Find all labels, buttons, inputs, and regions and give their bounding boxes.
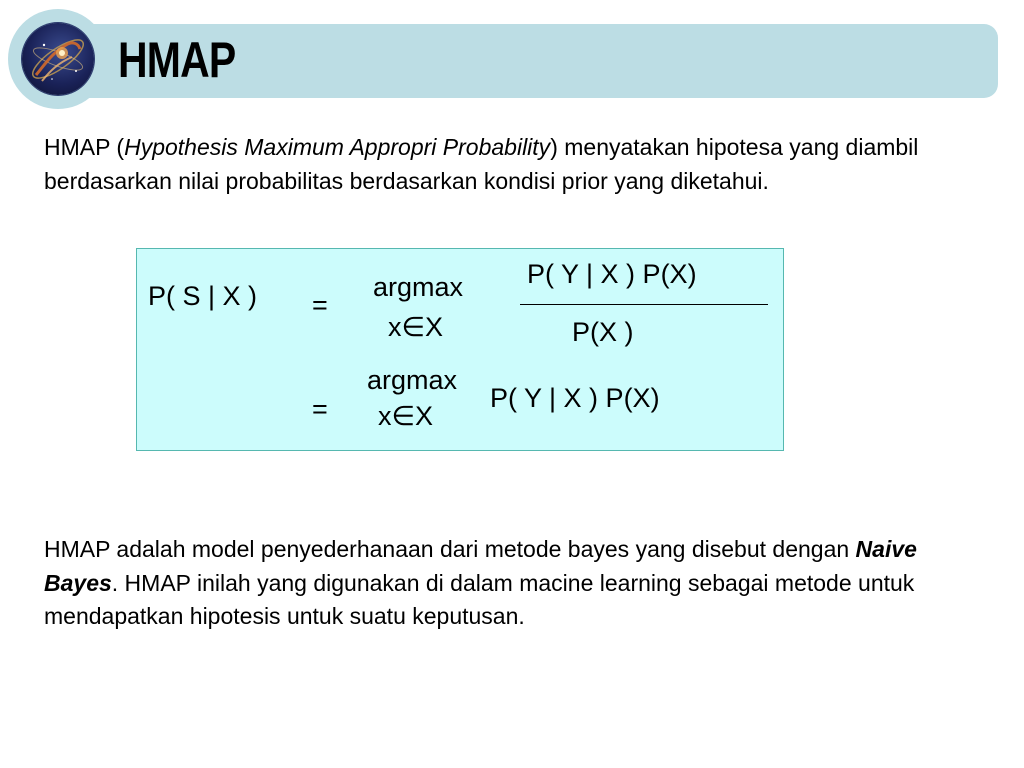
paragraph2-suffix: . HMAP inilah yang digunakan di dalam macine learning sebagai metode untuk mendapatkan hipotesis untuk suatu keputusan. (44, 569, 915, 629)
formula-argmax-1: argmax (373, 272, 464, 302)
formula-numerator: P( Y | X ) P(X) (527, 259, 697, 289)
fraction-line (520, 304, 768, 305)
formula-equals-2: = (312, 394, 328, 424)
paragraph1-italic-term: Hypothesis Maximum Appropri Probability (124, 134, 551, 160)
slide-title: HMAP (118, 32, 236, 88)
formula-subscript-1: x∈X (388, 312, 444, 342)
paragraph1-suffix: ) menyatakan hipotesa yang diambil berdasarkan nilai probabilitas berdasarkan kondisi prior yang diketahui. (44, 134, 919, 194)
formula-lhs: P( S | X ) (148, 281, 258, 311)
formula-rhs-2: P( Y | X ) P(X) (490, 383, 660, 413)
formula-argmax-2: argmax (367, 365, 458, 395)
paragraph-definition (44, 131, 1004, 198)
paragraph-naive-bayes (44, 533, 964, 634)
formula-denominator: P(X ) (572, 317, 634, 347)
paragraph1-prefix: HMAP ( (44, 134, 125, 160)
paragraph2-prefix: HMAP adalah model penyederhanaan dari metode bayes yang disebut dengan (44, 536, 856, 562)
paragraph2-bold-term: Naive Bayes (44, 536, 917, 596)
nebula-globe-icon (22, 23, 94, 95)
formula-equals-1: = (312, 290, 328, 320)
formula-box (136, 248, 784, 451)
formula-subscript-2: x∈X (378, 401, 434, 431)
